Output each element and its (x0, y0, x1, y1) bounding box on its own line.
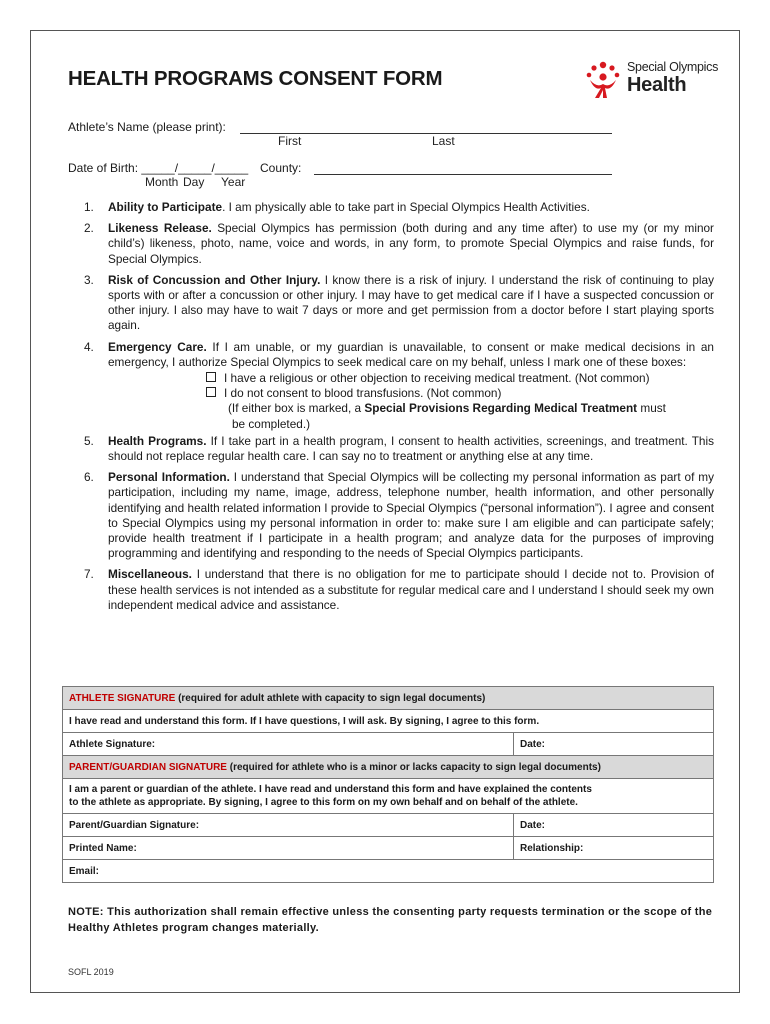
county-label: County: (260, 161, 302, 175)
printed-name-row (63, 837, 714, 860)
list-item (68, 221, 714, 267)
item-text: I understand that there is no obligation for me to participate should I decide not to. Provision of these health services is not intended as a substitute for regular medical care and I understand I should seek my own independent medical advice and assistance. (108, 567, 714, 612)
item-text: I understand that Special Olympics will be collecting my personal information as part of my participation, including my name, image, address, telephone number, health information, and other personally identifying and health related information I provide to Special Olympics (“personal information”). I agree and consent to Special Olympics using my personal information in order to: make sure I am eligible and can participate safely; provide health treatment if I participate in a health program; and analyze data for the purposes of improving programming and identifying and responding to the needs of Special Olympics participants. (108, 470, 714, 561)
printed-name-field[interactable]: Printed Name: (63, 837, 514, 860)
item-heading: Miscellaneous. (108, 567, 192, 582)
athlete-name-label: Athlete’s Name (please print): (68, 120, 226, 134)
signature-table (62, 686, 714, 883)
parent-statement-line: to the athlete as appropriate. By signing, I agree to this form on my own behalf and on behalf of the athlete. (69, 797, 578, 808)
athlete-signature-header (63, 687, 714, 710)
athlete-signature-field[interactable]: Athlete Signature: (63, 733, 514, 756)
parent-signature-header-row (63, 756, 714, 779)
logo-text-special-olympics: Special Olympics (627, 60, 719, 74)
note-bold-text: Special Provisions Regarding Medical Treatment (364, 401, 638, 416)
item-number: 7. (84, 567, 94, 582)
item-heading: Personal Information. (108, 470, 230, 485)
parent-statement-line: I am a parent or guardian of the athlete. I have read and understand this form and have explained the contents (69, 784, 592, 795)
first-name-caption: First (278, 134, 302, 148)
note-text: (If either box is marked, a (228, 401, 365, 416)
special-provisions-note (108, 401, 714, 416)
item-number: 1. (84, 200, 94, 214)
note-text: must (637, 401, 666, 416)
item-text: If I am unable, or my guardian is unavailable, to consent or make medical decisions in an emergency, I authorize Special Olympics to seek medical care on my behalf, unless I mark one of these boxes: (108, 339, 714, 369)
month-caption: Month (145, 175, 179, 189)
athlete-signature-requirement: (required for adult athlete with capacity to sign legal documents) (175, 692, 486, 704)
athlete-signature-header-row (63, 687, 714, 710)
form-title: HEALTH PROGRAMS CONSENT FORM (68, 67, 443, 90)
special-olympics-figure-icon (583, 58, 623, 100)
logo-text-health: Health (627, 74, 687, 96)
item-heading: Health Programs. (108, 433, 207, 448)
athlete-statement-row (63, 710, 714, 733)
item-heading: Emergency Care. (108, 339, 207, 354)
parent-signature-row (63, 814, 714, 837)
parent-statement (63, 779, 714, 814)
list-item (68, 273, 714, 334)
email-field[interactable]: Email: (63, 860, 714, 883)
item-text: Special Olympics has permission (both during and any time after) to use my (or my minor child’s) likeness, photo, name, voice and words, in any form, to promote Special Olympics and raise funds, for Special Olympics. (108, 221, 714, 266)
item-number: 6. (84, 470, 94, 485)
item-number: 5. (84, 433, 94, 448)
parent-signature-title: PARENT/GUARDIAN SIGNATURE (69, 761, 227, 773)
parent-signature-field[interactable]: Parent/Guardian Signature: (63, 814, 514, 837)
item-number: 2. (84, 221, 94, 236)
no-transfusion-checkbox[interactable] (206, 387, 216, 397)
year-caption: Year (221, 175, 246, 189)
athlete-statement: I have read and understand this form. If I have questions, I will ask. By signing, I agree to this form. (63, 710, 714, 733)
item-number: 4. (84, 339, 94, 354)
no-transfusion-label: I do not consent to blood transfusions. (Not common) (224, 386, 502, 401)
county-field[interactable] (314, 174, 612, 175)
item-text: I know there is a risk of injury. I understand the risk of continuing to play sports with or after a concussion or other injury. I may have to get medical care if I have a suspected concussion or other injury. I also may have to wait 7 days or more and get permission from a doctor before I start playing sports again. (108, 272, 714, 333)
list-item (68, 200, 714, 215)
parent-date-field[interactable]: Date: (514, 814, 714, 837)
authorization-note: NOTE: This authorization shall remain effective unless the consenting party requests termination or the scope of the Healthy Athletes program changes materially. (68, 906, 713, 934)
religious-objection-label: I have a religious or other objection to receiving medical treatment. (Not common) (224, 371, 650, 386)
item-heading: Ability to Participate (108, 200, 223, 214)
list-item (68, 567, 714, 613)
list-item (68, 470, 714, 561)
athlete-signature-title: ATHLETE SIGNATURE (69, 692, 176, 704)
item-heading: Risk of Concussion and Other Injury. (108, 272, 321, 287)
item-heading: Likeness Release. (108, 221, 212, 236)
list-item (68, 434, 714, 464)
parent-signature-header (63, 756, 714, 779)
religious-objection-checkbox[interactable] (206, 372, 216, 382)
footer-code: SOFL 2019 (68, 967, 114, 977)
last-name-caption: Last (432, 134, 455, 148)
relationship-field[interactable]: Relationship: (514, 837, 714, 860)
special-provisions-note-line2: be completed.) (232, 416, 311, 431)
consent-items-list (68, 200, 714, 619)
item-number: 3. (84, 272, 94, 287)
email-row (63, 860, 714, 883)
parent-signature-requirement: (required for athlete who is a minor or lacks capacity to sign legal documents) (226, 761, 601, 773)
athlete-signature-row (63, 733, 714, 756)
item-text: If I take part in a health program, I consent to health activities, screenings, and treatment. This should not replace regular health care. I can say no to treatment or anything else at any time. (108, 433, 715, 464)
day-caption: Day (183, 175, 205, 189)
athlete-date-field[interactable]: Date: (514, 733, 714, 756)
list-item (68, 340, 714, 432)
date-of-birth-field[interactable]: Date of Birth: _____/_____/_____ (68, 161, 249, 175)
emergency-options (108, 371, 714, 401)
item-text: . I am physically able to take part in Special Olympics Health Activities. (222, 200, 590, 214)
special-olympics-health-logo (583, 58, 723, 100)
parent-statement-row (63, 779, 714, 814)
